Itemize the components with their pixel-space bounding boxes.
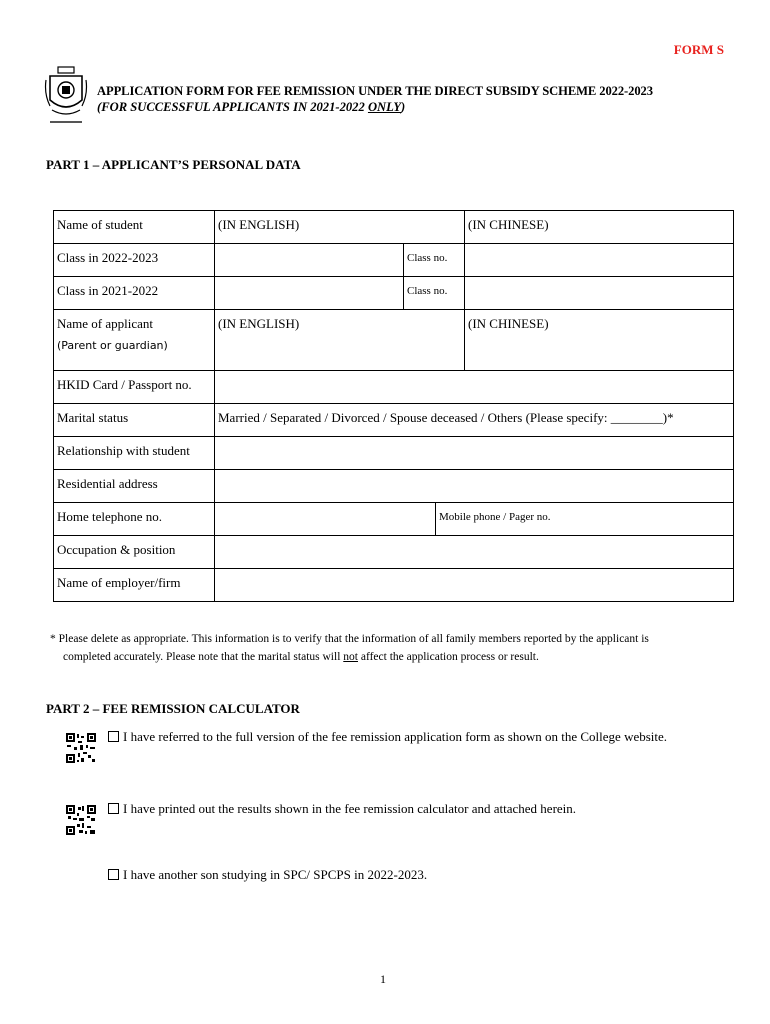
part1-heading: PART 1 – APPLICANT’S PERSONAL DATA xyxy=(46,157,301,172)
check-row-printed-results[interactable]: I have printed out the results shown in the fee remission calculator and attached herein. xyxy=(108,801,576,817)
class-2021-label: Class in 2021-2022 xyxy=(54,277,215,310)
class-2021-field[interactable] xyxy=(215,277,404,310)
class-no-2021-field[interactable] xyxy=(465,277,734,310)
marital-status-options[interactable]: Married / Separated / Divorced / Spouse deceased / Others (Please specify: ________)* xyxy=(215,404,734,437)
occupation-field[interactable] xyxy=(215,536,734,569)
table-row xyxy=(54,310,734,371)
hkid-field[interactable] xyxy=(215,371,734,404)
qr-code-icon[interactable] xyxy=(66,733,96,763)
table-row xyxy=(54,244,734,277)
home-tel-field[interactable] xyxy=(215,503,436,535)
footnote-line1: * Please delete as appropriate. This information is to verify that the information of all family members reported by the applicant is xyxy=(50,633,649,645)
checkbox[interactable] xyxy=(108,803,119,814)
employer-field[interactable] xyxy=(215,569,734,602)
applicant-name-chinese-field[interactable]: (IN CHINESE) xyxy=(465,310,734,371)
table-row xyxy=(54,371,734,404)
hkid-label: HKID Card / Passport no. xyxy=(54,371,215,404)
class-no-label: Class no. xyxy=(404,277,465,310)
table-row xyxy=(54,569,734,602)
table-row xyxy=(54,503,734,536)
occupation-label: Occupation & position xyxy=(54,536,215,569)
relationship-field[interactable] xyxy=(215,437,734,470)
applicant-sub-label: (Parent or guardian) xyxy=(57,339,168,352)
address-field[interactable] xyxy=(215,470,734,503)
form-code: FORM S xyxy=(673,42,724,57)
home-tel-label: Home telephone no. xyxy=(54,503,215,536)
footnote xyxy=(50,630,734,666)
table-row xyxy=(54,437,734,470)
class-2022-label: Class in 2022-2023 xyxy=(54,244,215,277)
table-row xyxy=(54,470,734,503)
class-2022-field[interactable] xyxy=(215,244,404,277)
part2-heading: PART 2 – FEE REMISSION CALCULATOR xyxy=(46,701,300,716)
employer-label: Name of employer/firm xyxy=(54,569,215,602)
form-subtitle: (FOR SUCCESSFUL APPLICANTS IN 2021-2022 ONLY) xyxy=(97,100,406,114)
table-row xyxy=(54,277,734,310)
phone-cell xyxy=(215,503,734,536)
applicant-name-english-field[interactable]: (IN ENGLISH) xyxy=(215,310,465,371)
personal-data-table xyxy=(53,210,734,602)
table-row xyxy=(54,536,734,569)
checkbox[interactable] xyxy=(108,731,119,742)
mobile-label[interactable]: Mobile phone / Pager no. xyxy=(439,511,551,523)
table-row xyxy=(54,211,734,244)
class-no-label: Class no. xyxy=(404,244,465,277)
relationship-label: Relationship with student xyxy=(54,437,215,470)
check-row-another-son[interactable]: I have another son studying in SPC/ SPCPS in 2022-2023. xyxy=(108,867,427,883)
student-name-english-field[interactable]: (IN ENGLISH) xyxy=(215,211,465,244)
table-row xyxy=(54,404,734,437)
student-name-chinese-field[interactable]: (IN CHINESE) xyxy=(465,211,734,244)
marital-status-label: Marital status xyxy=(54,404,215,437)
college-crest-icon xyxy=(44,66,88,128)
applicant-name-label: Name of applicant (Parent or guardian) xyxy=(54,310,215,371)
checkbox[interactable] xyxy=(108,869,119,880)
form-title: APPLICATION FORM FOR FEE REMISSION UNDER THE DIRECT SUBSIDY SCHEME 2022-2023 xyxy=(97,84,653,98)
student-name-label: Name of student xyxy=(54,211,215,244)
footnote-line2: completed accurately. Please note that the marital status will not affect the application process or result. xyxy=(63,651,539,663)
page-number: 1 xyxy=(380,972,386,986)
qr-code-icon[interactable] xyxy=(66,805,96,835)
check-row-referred-form[interactable]: I have referred to the full version of the fee remission application form as shown on the College website. xyxy=(108,729,667,745)
address-label: Residential address xyxy=(54,470,215,503)
class-no-2022-field[interactable] xyxy=(465,244,734,277)
